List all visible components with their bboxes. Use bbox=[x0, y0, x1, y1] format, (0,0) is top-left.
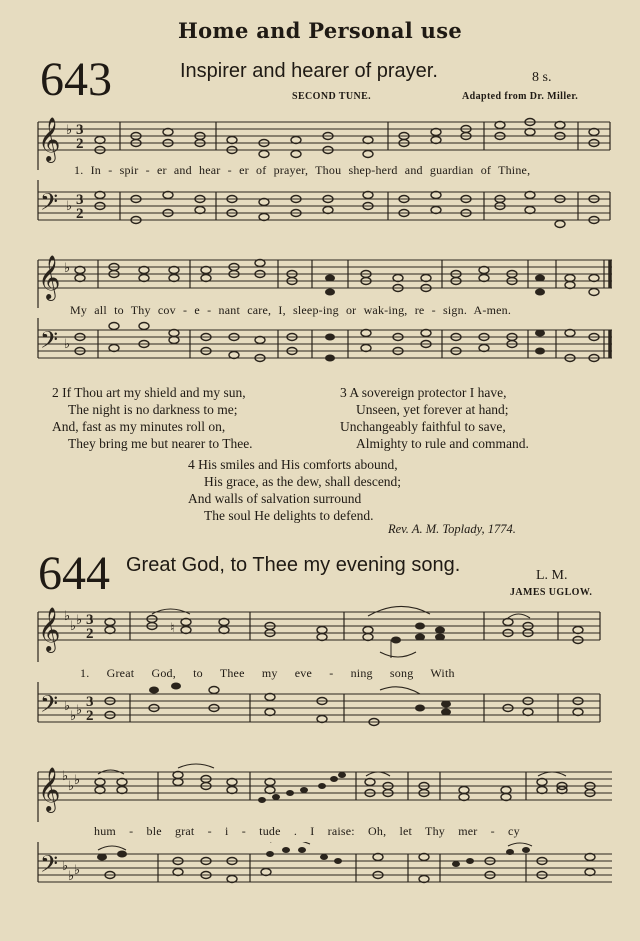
svg-text:3: 3 bbox=[76, 122, 84, 138]
hymn-644-composer: JAMES UGLOW. bbox=[510, 587, 593, 598]
svg-text:𝄞: 𝄞 bbox=[38, 255, 61, 299]
svg-text:♭: ♭ bbox=[64, 609, 71, 624]
treble-clef-icon: 𝄞 bbox=[38, 117, 61, 161]
svg-text:♭: ♭ bbox=[68, 869, 75, 884]
hymn-643-author: Rev. A. M. Toplady, 1774. bbox=[388, 522, 516, 536]
hymn-643-meter: 8 s. bbox=[532, 70, 552, 85]
hymn-643-title: Inspirer and hearer of prayer. bbox=[180, 60, 438, 82]
hymn-643-composer: Adapted from Dr. Miller. bbox=[462, 91, 579, 102]
svg-text:♭: ♭ bbox=[70, 709, 77, 724]
hymn-644-meter: L. M. bbox=[536, 568, 568, 583]
svg-text:𝄢: 𝄢 bbox=[40, 326, 59, 359]
svg-text:♭: ♭ bbox=[74, 863, 81, 878]
hymn-643-system1-bass-staff bbox=[0, 180, 640, 240]
svg-text:♭: ♭ bbox=[62, 859, 69, 874]
svg-text:♭: ♭ bbox=[64, 261, 71, 276]
svg-text:𝄞: 𝄞 bbox=[38, 607, 61, 651]
hymn-644-lyrics-line1: 1. Great God, to Thee my eve - ning song With bbox=[80, 666, 455, 680]
svg-text:2: 2 bbox=[86, 708, 94, 724]
svg-text:♭: ♭ bbox=[76, 613, 83, 628]
svg-text:♮: ♮ bbox=[170, 621, 175, 636]
svg-text:3: 3 bbox=[76, 192, 84, 208]
svg-text:♭: ♭ bbox=[66, 199, 73, 214]
hymn-643-lyrics-line1: 1. In - spir - er and hear - er of prayer, Thou shep-herd and guardian of Thine, bbox=[74, 163, 531, 177]
hymn-643-verse-2: 2 If Thou art my shield and my sun, The night is no darkness to me; And, fast as my minutes roll on, They bring me but nearer to Thee. bbox=[52, 385, 253, 451]
svg-text:2: 2 bbox=[76, 136, 84, 152]
svg-text:♭: ♭ bbox=[70, 619, 77, 634]
hymn-644-lyrics-line2: hum - ble grat - i - tude . I raise: Oh, let Thy mer - cy bbox=[94, 824, 520, 838]
hymn-643-system2-bass-staff bbox=[0, 318, 640, 378]
hymn-643-verse-3: 3 A sovereign protector I have, Unseen, yet forever at hand; Unchangeably faithful to save, Almighty to rule and command. bbox=[340, 385, 529, 451]
svg-text:♭: ♭ bbox=[76, 703, 83, 718]
hymn-643-system1-treble-staff bbox=[0, 110, 640, 170]
svg-text:2: 2 bbox=[76, 206, 84, 222]
hymn-644-number: 644 bbox=[38, 547, 110, 600]
hymn-643-lyrics-line2: My all to Thy cov - e - nant care, I, sleep-ing or wak-ing, re - sign. A-men. bbox=[70, 303, 512, 317]
hymn-643-verse-4: 4 His smiles and His comforts abound, His grace, as the dew, shall descend; And walls of salvation surround The soul He delights to defend. bbox=[188, 457, 402, 523]
hymn-644-system1-bass-staff bbox=[0, 682, 640, 742]
hymn-644-system2-treble-staff bbox=[0, 760, 640, 822]
svg-text:♭: ♭ bbox=[68, 779, 75, 794]
hymn-643-tune-label: SECOND TUNE. bbox=[292, 91, 372, 102]
hymn-643-number: 643 bbox=[40, 53, 112, 106]
svg-text:♭: ♭ bbox=[66, 123, 73, 138]
hymn-644-system2-bass-staff bbox=[0, 842, 640, 904]
hymn-644-title: Great God, to Thee my evening song. bbox=[126, 554, 461, 576]
bass-clef-icon: 𝄢 bbox=[40, 188, 59, 221]
svg-text:3: 3 bbox=[86, 612, 94, 628]
svg-text:𝄞: 𝄞 bbox=[38, 767, 61, 811]
svg-text:♭: ♭ bbox=[62, 769, 69, 784]
page-header: Home and Personal use bbox=[177, 18, 462, 43]
hymn-643-system2-treble-staff bbox=[0, 248, 640, 308]
svg-text:3: 3 bbox=[86, 694, 94, 710]
svg-text:♭: ♭ bbox=[64, 699, 71, 714]
svg-text:♭: ♭ bbox=[64, 337, 71, 352]
svg-text:2: 2 bbox=[86, 626, 94, 642]
svg-text:𝄢: 𝄢 bbox=[40, 850, 59, 883]
hymn-644-system1-treble-staff bbox=[0, 600, 640, 662]
svg-text:♭: ♭ bbox=[74, 773, 81, 788]
svg-text:𝄢: 𝄢 bbox=[40, 690, 59, 723]
